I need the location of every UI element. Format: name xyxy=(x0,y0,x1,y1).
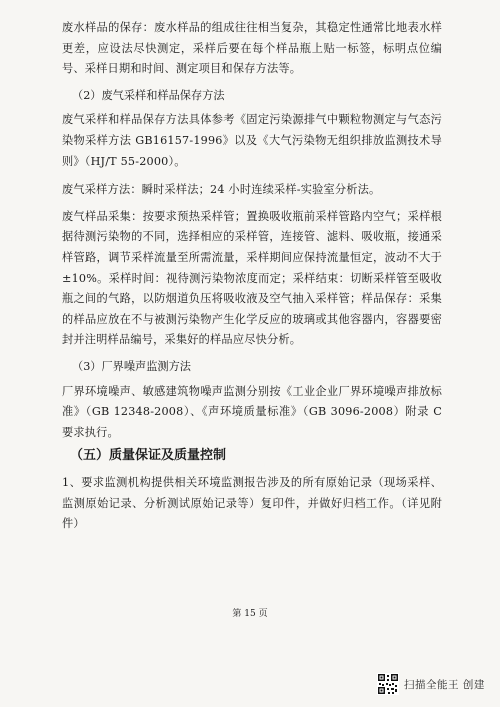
heading-noise-monitoring: （3）厂界噪声监测方法 xyxy=(72,359,191,373)
page-content xyxy=(62,18,442,535)
paragraph-gas-sampling: 废气采样方法：瞬时采样法；24 小时连续采样-实验室分析法。 xyxy=(62,183,381,197)
paragraph-gas-method: 废气采样和样品保存方法具体参考《固定污染源排气中颗粒物测定与气态污染物采样方法 GB16157-1996》以及《大气污染物无组织排放监测技术导则》（HJ/T 55-2000）。 xyxy=(62,113,442,168)
section-title-quality: （五）质量保证及质量控制 xyxy=(70,448,227,464)
scanner-watermark xyxy=(377,673,485,695)
heading-gas-sampling: （2）废气采样和样品保存方法 xyxy=(72,88,225,102)
qr-code-icon xyxy=(377,673,399,695)
paragraph-quality-1: 1、要求监测机构提供相关环境监测报告涉及的所有原始记录（现场采样、监测原始记录、分析测试原始记录等）复印件，并做好归档工作。（详见附件） xyxy=(62,476,442,531)
paragraph-noise: 厂界环境噪声、敏感建筑物噪声监测分别按《工业企业厂界环境噪声排放标准》（GB 12348-2008）、《声环境质量标准》（GB 3096-2008）附录 C 要求执行。 xyxy=(62,384,442,439)
page-number: 第 15 页 xyxy=(232,609,268,619)
scanner-label: 扫描全能王 创建 xyxy=(404,678,485,691)
paragraph-wastewater-storage: 废水样品的保存：废水样品的组成往往相当复杂，其稳定性通常比地表水样更差，应设法尽快测定，采样后要在每个样品瓶上贴一标签，标明点位编号、采样日期和时间、测定项目和保存方法等。 xyxy=(62,21,442,76)
paragraph-gas-procedure: 废气样品采集：按要求预热采样管；置换吸收瓶前采样管路内空气；采样根据待测污染物的不同，选择相应的采样管，连接管、滤料、吸收瓶，接通采样管路，调节采样流量至所需流量，采样期间应保持流量恒定，波动不大于±10%。采样时间：视待测污染物浓度而定；采样结束：切断采样管至吸收瓶之间的气路，以防烟道负压将吸收液及空气抽入采样管；样品保存：采集的样品应放在不与被测污染物产生化学反应的玻璃或其他容器内，容器要密封并注明样品编号，采集好的样品应尽快分析。 xyxy=(62,209,442,347)
